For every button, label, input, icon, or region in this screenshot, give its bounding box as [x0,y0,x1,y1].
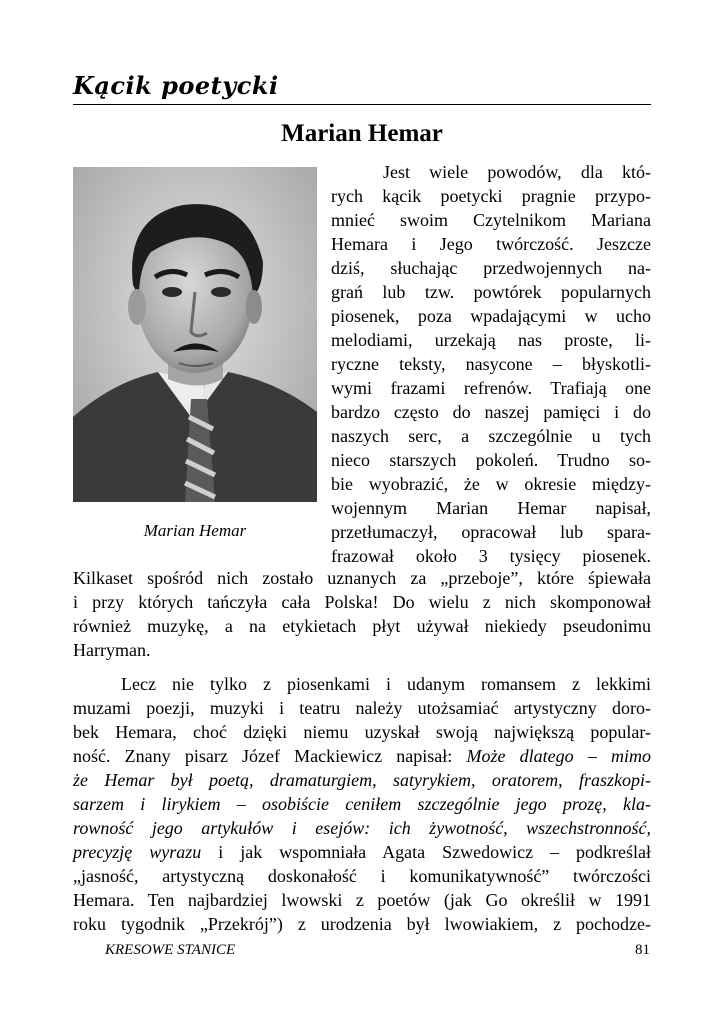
portrait-image [73,167,317,502]
text-line: roku tygodnik „Przekrój”) z urodzenia był lwowiakiem, z pochodze- [73,914,651,934]
text-line: Kilkaset spośród nich zostało uznanych za „przeboje”, które śpiewała [73,568,651,588]
text-line: mnieć swoim Czytelnikom Mariana [331,210,651,230]
text-line: Harryman. [73,640,151,660]
text-line: melodiami, urzekają nas proste, li- [331,330,651,350]
text-segment: i jak wspomniała Agata Szwedowicz – podkreślał [201,842,651,862]
text-line: Jest wiele powodów, dla któ- [383,162,651,182]
portrait-photo [73,167,317,502]
quote-line: sarzem i lirykiem – osobiście ceniłem szczególnie jego prozę, kla- [73,794,651,814]
article-title: Marian Hemar [281,120,443,147]
quote-segment: Może dlatego – mimo [466,746,651,766]
text-line: Hemara. Ten najbardziej lwowski z poetów (jak Go określił w 1991 [73,890,651,910]
quote-segment: precyzję wyrazu [73,842,202,862]
text-line [73,840,651,864]
quote-line: rowność jego artykułów i esejów: ich żywotność, wszechstronność, [73,818,651,838]
text-line: frazował około 3 tysięcy piosenek. [331,546,651,566]
text-line: Hemara i Jego twórczość. Jeszcze [331,234,651,254]
text-line: Lecz nie tylko z piosenkami i udanym romansem z lekkimi [121,674,651,694]
text-line: dziś, słuchając przedwojennych na- [331,258,651,278]
text-line: muzami poezji, muzyki i teatru należy utożsamiać artystyczny doro- [73,698,651,718]
section-header [73,72,651,105]
text-line: rych kącik poetycki pragnie przypo- [331,186,651,206]
text-line: wymi frazami refrenów. Trafiają one [331,378,651,398]
text-line: również muzykę, a na etykietach płyt używał niekiedy pseudonimu [73,616,651,636]
text-line: bardzo często do naszej pamięci i do [331,402,651,422]
text-line: piosenek, poza wpadającymi w ucho [331,306,651,326]
text-line [73,744,651,768]
photo-caption: Marian Hemar [143,521,247,540]
text-line: wojennym Marian Hemar napisał, [331,498,651,518]
text-line: bek Hemara, choć dzięki niemu uzyskał swoją największą popular- [73,722,651,742]
text-line: nieco starszych pokoleń. Trudno so- [331,450,651,470]
text-segment: ność. Znany pisarz Józef Mackiewicz napisał: [73,746,467,766]
text-line: i przy których tańczyła cała Polska! Do wielu z nich skomponował [73,592,651,612]
text-line: bie wyobrazić, że w okresie między- [331,474,651,494]
text-line: ryczne teksty, nasycone – błyskotli- [331,354,651,374]
text-line: grań lub tzw. powtórek popularnych [331,282,651,302]
text-line: przetłumaczył, opracował lub spara- [331,522,651,542]
page-number: 81 [635,942,650,958]
text-line: „jasność, artystyczną doskonałość i komunikatywność” twórczości [73,866,651,886]
footer-publication: KRESOWE STANICE [105,942,236,958]
quote-line: że Hemar był poetą, dramaturgiem, satyrykiem, oratorem, fraszkopi- [73,770,651,790]
text-line: naszych serc, a szczególnie u tych [331,426,651,446]
section-title: Kącik poetycki [73,71,279,100]
